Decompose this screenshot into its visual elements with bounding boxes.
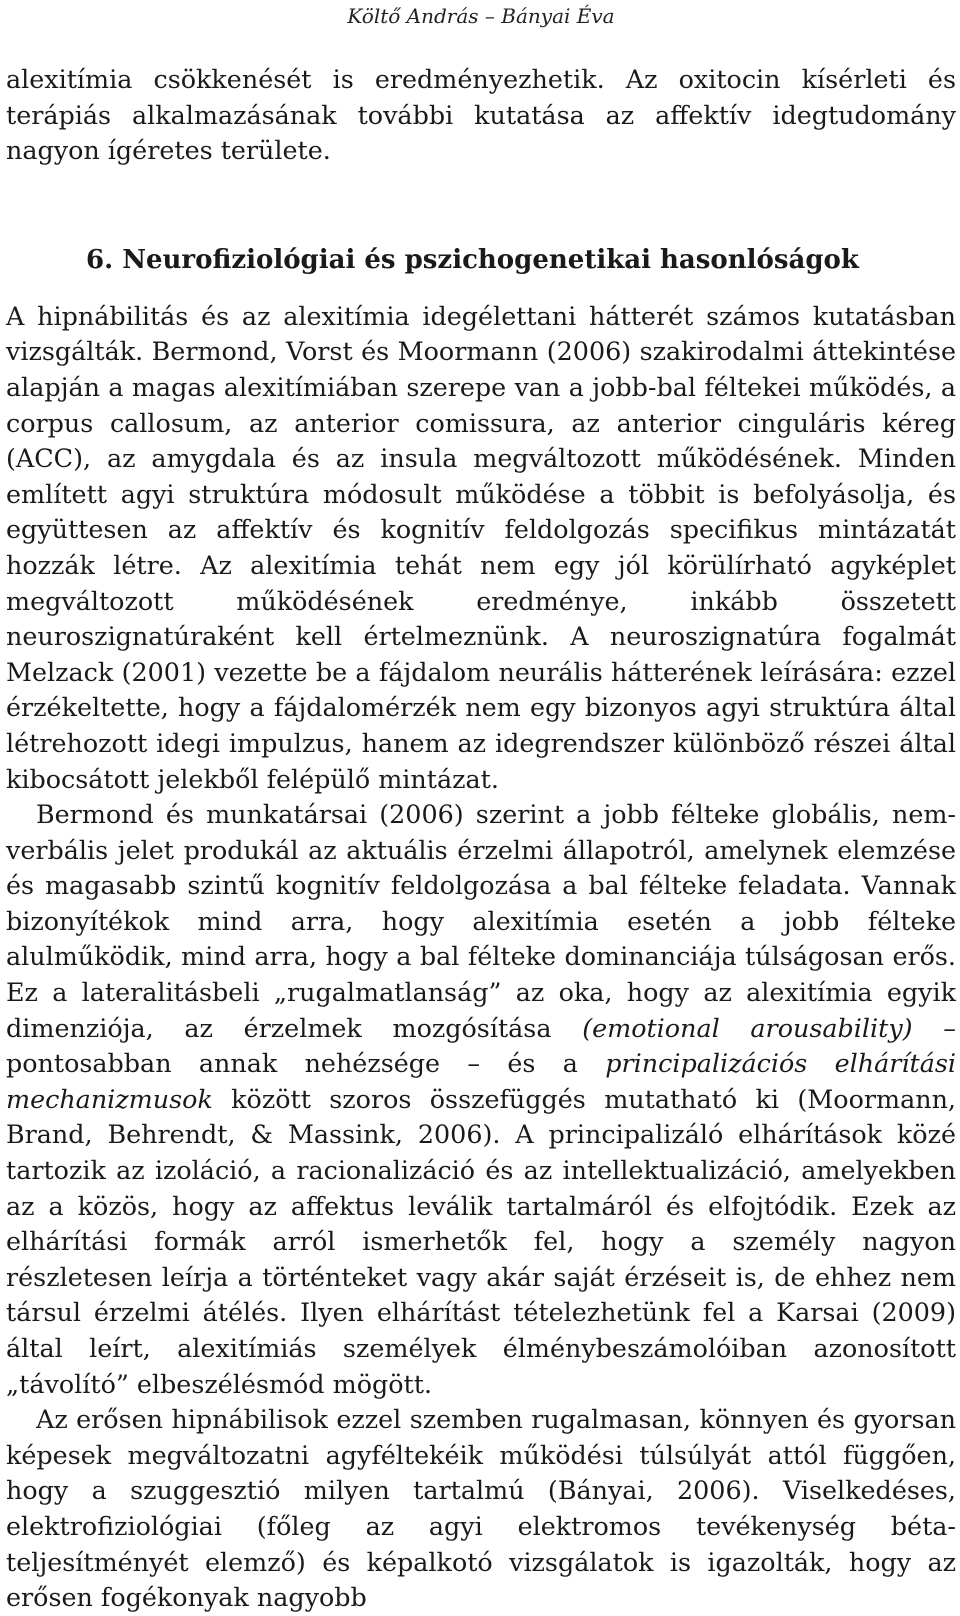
document-page [6,0,956,1616]
paragraph-2-text-part-2: – pontosabban annak nehézsége – és a [6,1012,956,1079]
body-paragraph-3: Az erősen hipnábilisok ezzel szemben rugalmasan, könnyen és gyorsan képesek megváltozatni agyféltekéik működési túlsúlyát attól függően, hogy a szuggesztió milyen tartalmú (Bányai, 2006). Viselkedéses, elektrofiziológiai (főleg az agyi elektromos tevékenység béta-teljesítményét elemző) és képalkotó vizsgálatok is igazolták, hogy az erősen fogékonyak nagyobb [6,1404,956,1613]
paragraph-2-text-part-3: között szoros összefüggés mutatható ki (Moormann, Brand, Behrendt, & Massink, 2006). A principalizáló elhárítások közé tartozik az izoláció, a racionalizáció és az intellektualizáció, amelyekben az a közös, hogy az affektus leválik tartalmáról és elfojtódik. Ezek az elhárítási formák arról ismerhetők fel, hogy a személy nagyon részletesen leírja a történteket vagy akár saját érzéseit is, de ehhez nem társul érzelmi átélés. Ilyen elhárítást tételezhetünk fel a Karsai (2009) által leírt, alexitímiás személyek élménybeszámolóiban azonosított „távolító” elbeszélésmód mögött. [6,1083,956,1399]
intro-paragraph: alexitímia csökkenését is eredményezhetik. Az oxitocin kísérleti és terápiás alkalmazásának további kutatása az affektív idegtudomány nagyon ígéretes területe. [6,64,956,166]
paragraph-2-text-part-1: Bermond és munkatársai (2006) szerint a jobb félteke globális, nem-verbális jelet produkál az aktuális érzelmi állapotról, amelynek elemzése és magasabb szintű kognitív feldolgozása a bal félteke feladata. Vannak bizonyítékok mind arra, hogy alexitímia esetén a jobb félteke alulműködik, mind arra, hogy a bal félteke dominanciája túlságosan erős. Ez a lateralitásbeli „rugalmatlanság” az oka, hogy az alexitímia egyik dimenziója, az érzelmek mozgósítása [6,799,956,1043]
paragraph-2-italic-term-1: (emotional arousability) [582,1012,913,1043]
section-heading: 6. Neurofiziológiai és pszichogenetikai hasonlóságok [86,244,859,275]
paragraph-2-italic-term-2: principalizációs elhárítási mechanizmusok [6,1048,957,1114]
running-header: Költő András – Bányai Éva [347,4,615,28]
body-paragraph-1: A hipnábilitás és az alexitímia idegélettani hátterét számos kutatásban vizsgálták. Bermond, Vorst és Moormann (2006) szakirodalmi áttekintése alapján a magas alexitímiában szerepe van a jobb-bal féltekei működés, a corpus callosum, az anterior comissura, az anterior cinguláris kéreg (ACC), az amygdala és az insula megváltozott működésének. Minden említett agyi struktúra módosult működése a többit is befolyásolja, és együttesen az affektív és kognitív feldolgozás specifikus mintázatát hozzák létre. Az alexitímia tehát nem egy jól körülírható agyképlet megváltozott működésének eredménye, inkább összetett neuroszignatúraként kell értelmeznünk. A neuroszignatúra fogalmát Melzack (2001) vezette be a fájdalom neurális hátterének leírására: ezzel érzékeltette, hogy a fájdalomérzék nem egy bizonyos agyi struktúra által létrehozott idegi impulzus, hanem az idegrendszer különböző részei által kibocsátott jelekből felépülő mintázat. [6,300,956,794]
body-paragraph-2 [6,797,956,1402]
